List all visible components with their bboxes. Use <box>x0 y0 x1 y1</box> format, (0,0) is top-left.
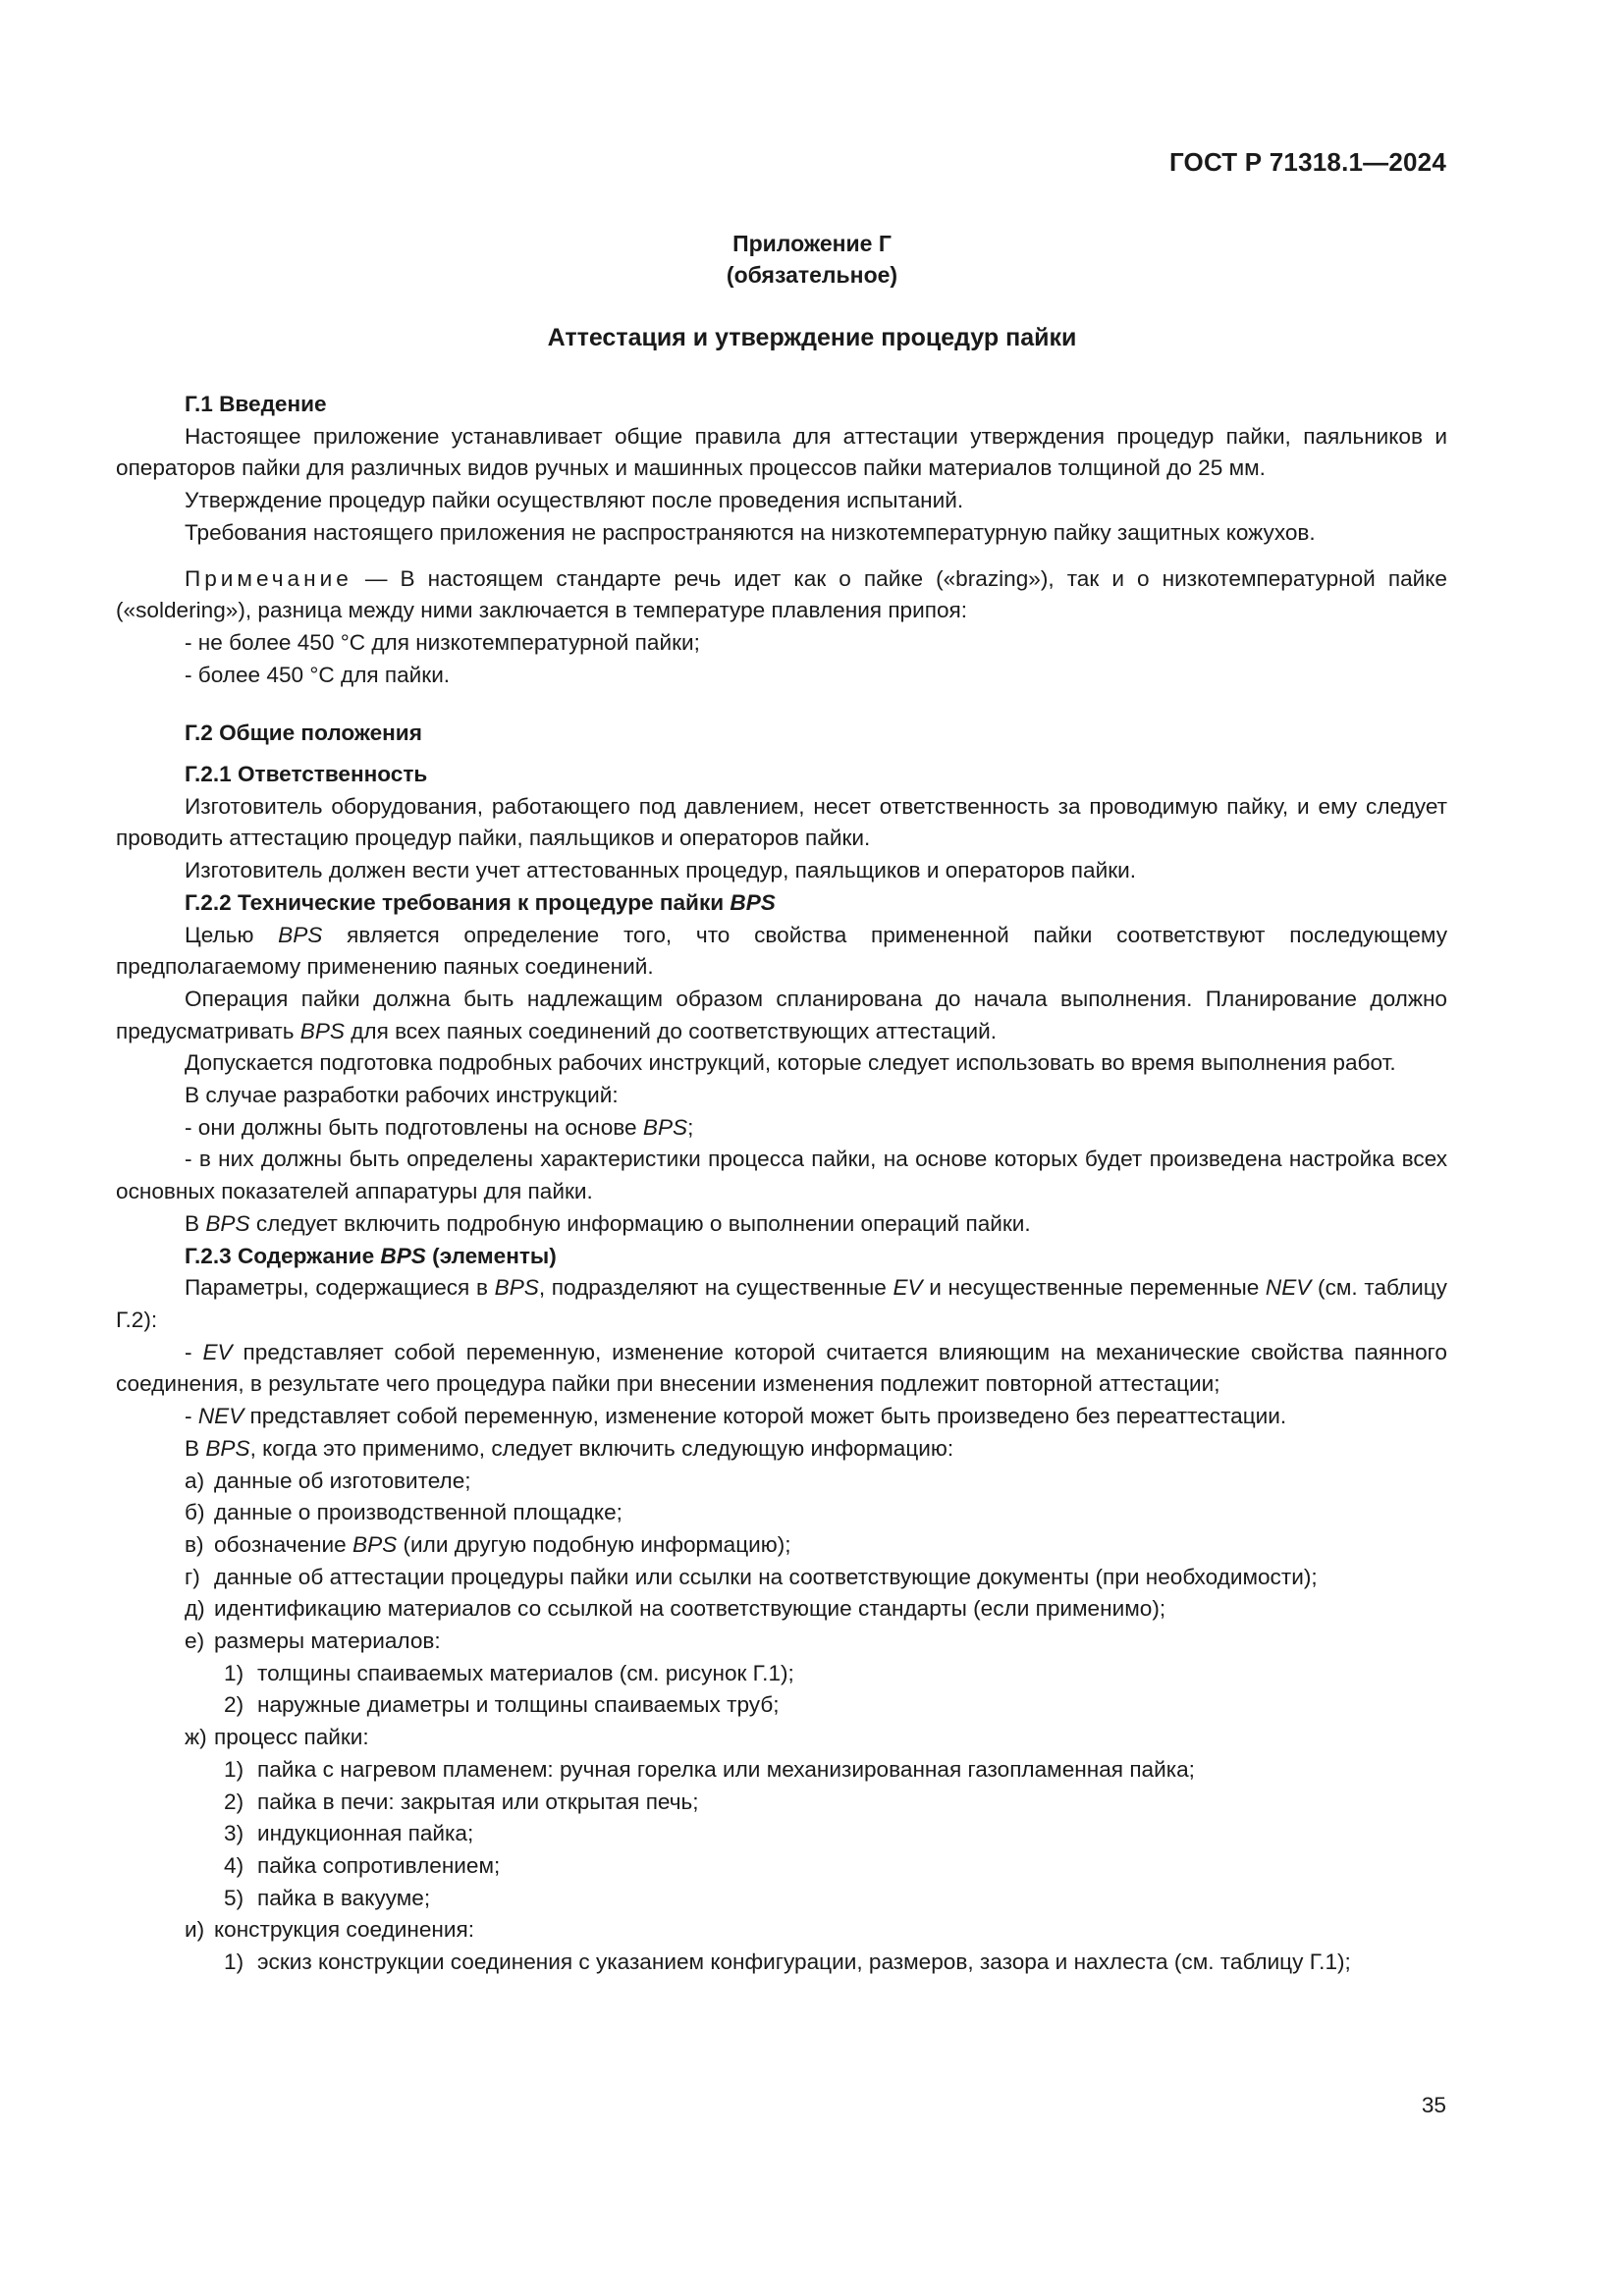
text: , подразделяют на существенные <box>538 1275 893 1301</box>
list-marker: г) <box>185 1564 200 1589</box>
list-item: - в них должны быть определены характеристики процесса пайки, на основе которых будет произведена настройка всех основных показателей аппаратуры для пайки. <box>116 1147 1447 1204</box>
list-marker: 3) <box>224 1821 244 1846</box>
term: BPS <box>494 1275 539 1301</box>
sub-list-item <box>116 1689 1447 1722</box>
heading-term: BPS <box>380 1243 426 1268</box>
heading-text: Г.2.3 Содержание <box>185 1243 381 1268</box>
list-text: размеры материалов: <box>214 1629 441 1654</box>
paragraph: Допускается подготовка подробных рабочих инструкций, которые следует использовать во время выполнения работ. <box>185 1050 1396 1076</box>
list-marker: а) <box>185 1468 205 1493</box>
list-text: данные о производственной площадке; <box>214 1500 623 1525</box>
text: Операция пайки должна быть надлежащим образом спланирована до начала выполнения. Планирование должно предусматривать <box>116 986 1447 1043</box>
list-marker: е) <box>185 1629 205 1654</box>
note-item: - не более 450 °С для низкотемпературной пайки; <box>185 629 700 655</box>
list-marker: 2) <box>224 1789 244 1814</box>
list-marker: 2) <box>224 1692 244 1718</box>
term: EV <box>893 1275 923 1301</box>
sub-list-item <box>116 1850 1447 1883</box>
text: ; <box>687 1114 694 1140</box>
paragraph <box>116 1272 1447 1336</box>
text: В <box>185 1210 206 1236</box>
list-text: пайка с нагревом пламенем: ручная горелка или механизированная газопламенная пайка; <box>257 1756 1195 1782</box>
heading-text: Г.2.2 Технические требования к процедуре пайки <box>185 889 731 915</box>
text: Параметры, содержащиеся в <box>185 1275 495 1301</box>
sub-list-item <box>116 1883 1447 1915</box>
list-marker: б) <box>185 1500 205 1525</box>
list-item <box>116 1626 1447 1658</box>
paragraph <box>116 1433 1447 1466</box>
list-text: эскиз конструкции соединения с указанием конфигурации, размеров, зазора и нахлеста (см. таблицу Г.1); <box>257 1949 1351 1975</box>
term: BPS <box>278 922 323 947</box>
list-marker: 1) <box>224 1756 244 1782</box>
list-text: толщины спаиваемых материалов (см. рисунок Г.1); <box>257 1660 794 1685</box>
sub-list-item <box>116 1947 1447 1979</box>
list-item <box>116 1497 1447 1529</box>
list-marker: и) <box>185 1917 205 1943</box>
list-marker: ж) <box>185 1725 207 1750</box>
appendix-title: Аттестация и утверждение процедур пайки <box>547 324 1077 351</box>
list-marker: 4) <box>224 1852 244 1878</box>
text: представляет собой переменную, изменение которой считается влияющим на механические свойства паянного соединения, в результате чего процедура пайки при внесении изменения подлежит повторной аттестации; <box>116 1339 1447 1397</box>
paragraph: В случае разработки рабочих инструкций: <box>185 1083 619 1108</box>
sub-list-item <box>116 1754 1447 1787</box>
list-marker: 1) <box>224 1660 244 1685</box>
paragraph: Утверждение процедур пайки осуществляют после проведения испытаний. <box>185 488 964 513</box>
subsection-heading-g21: Г.2.1 Ответственность <box>185 762 428 787</box>
list-marker: д) <box>185 1596 205 1622</box>
list-item <box>116 1337 1447 1401</box>
term: BPS <box>205 1435 250 1461</box>
subsection-heading-g23 <box>116 1241 1447 1273</box>
list-marker: 5) <box>224 1885 244 1910</box>
text: - они должны быть подготовлены на основе <box>185 1114 643 1140</box>
term: BPS <box>352 1531 398 1557</box>
list-item <box>116 1562 1447 1594</box>
list-item <box>116 1914 1447 1947</box>
term: NEV <box>1265 1275 1312 1301</box>
text: В <box>185 1435 206 1461</box>
page-number: 35 <box>1421 2093 1446 2117</box>
paragraph: Настоящее приложение устанавливает общие правила для аттестации утверждения процедур пайки, паяльников и операторов пайки для различных видов ручных и машинных процессов пайки материалов толщиной до 25 мм. <box>116 423 1447 481</box>
note-text: — В настоящем стандарте речь идет как о пайке («brazing»), так и о низкотемпературной пайке («soldering»), разница между ними заключается в температуре плавления припоя: <box>116 565 1447 623</box>
standard-code: ГОСТ Р 71318.1—2024 <box>1168 147 1446 177</box>
note-item: - более 450 °С для пайки. <box>185 662 451 687</box>
paragraph: Изготовитель оборудования, работающего под давлением, несет ответственность за проводимую пайку, и ему следует проводить аттестацию процедур пайки, паяльщиков и операторов пайки. <box>116 793 1447 851</box>
document-body <box>116 389 1447 1979</box>
list-item <box>116 1112 1447 1145</box>
text: и несущественные переменные <box>922 1275 1266 1301</box>
paragraph <box>116 1208 1447 1241</box>
list-item <box>116 1529 1447 1562</box>
list-text: наружные диаметры и толщины спаиваемых труб; <box>257 1692 780 1718</box>
subsection-heading-g22 <box>116 887 1447 920</box>
section-heading-g2: Г.2 Общие положения <box>185 721 422 746</box>
sub-list-item <box>116 1787 1447 1819</box>
sub-list-item <box>116 1818 1447 1850</box>
text: (см. таблицу Г.2): <box>116 1275 1447 1332</box>
list-marker: в) <box>185 1531 204 1557</box>
term: EV <box>202 1339 233 1364</box>
list-item <box>116 1593 1447 1626</box>
text: - <box>185 1404 198 1429</box>
list-text: данные об аттестации процедуры пайки или ссылки на соответствующие документы (при необходимости); <box>214 1564 1318 1589</box>
term: BPS <box>299 1018 345 1043</box>
list-marker: 1) <box>224 1949 244 1975</box>
text: Целью <box>185 922 279 947</box>
heading-term: BPS <box>730 889 776 915</box>
list-text: обозначение <box>214 1531 353 1557</box>
term: NEV <box>197 1404 244 1429</box>
list-text: (или другую подобную информацию); <box>397 1531 791 1557</box>
list-text: пайка в печи: закрытая или открытая печь; <box>257 1789 699 1814</box>
paragraph: Изготовитель должен вести учет аттестованных процедур, паяльщиков и операторов пайки. <box>185 858 1137 883</box>
list-text: индукционная пайка; <box>257 1821 474 1846</box>
list-text: пайка сопротивлением; <box>257 1852 501 1878</box>
text: - <box>185 1339 203 1364</box>
list-text: конструкция соединения: <box>214 1917 475 1943</box>
list-item <box>116 1466 1447 1498</box>
paragraph: Требования настоящего приложения не распространяются на низкотемпературную пайку защитных кожухов. <box>185 519 1316 545</box>
note-label: Примечание <box>185 565 352 591</box>
term: BPS <box>642 1114 688 1140</box>
appendix-heading <box>0 228 1624 291</box>
list-text: данные об изготовителе; <box>214 1468 471 1493</box>
section-heading-g1: Г.1 Введение <box>185 392 327 416</box>
text: представляет собой переменную, изменение которой может быть произведено без переаттестации. <box>244 1404 1287 1429</box>
paragraph <box>116 984 1447 1047</box>
appendix-status: (обязательное) <box>726 262 898 288</box>
sub-list-item <box>116 1658 1447 1690</box>
paragraph <box>116 920 1447 984</box>
list-item <box>116 1722 1447 1754</box>
list-text: процесс пайки: <box>214 1725 369 1750</box>
term: BPS <box>205 1210 250 1236</box>
list-text: идентификацию материалов со ссылкой на соответствующие стандарты (если применимо); <box>214 1596 1166 1622</box>
appendix-label: Приложение Г <box>732 231 892 256</box>
text: является определение того, что свойства примененной пайки соответствуют последующему предполагаемому применению паяных соединений. <box>116 922 1447 980</box>
list-item <box>116 1401 1447 1433</box>
heading-text: (элементы) <box>425 1243 557 1268</box>
list-text: пайка в вакууме; <box>257 1885 431 1910</box>
text: следует включить подробную информацию о выполнении операций пайки. <box>249 1210 1031 1236</box>
text: для всех паяных соединений до соответствующих аттестаций. <box>344 1018 998 1043</box>
text: , когда это применимо, следует включить следующую информацию: <box>249 1435 954 1461</box>
note-paragraph <box>116 563 1447 627</box>
